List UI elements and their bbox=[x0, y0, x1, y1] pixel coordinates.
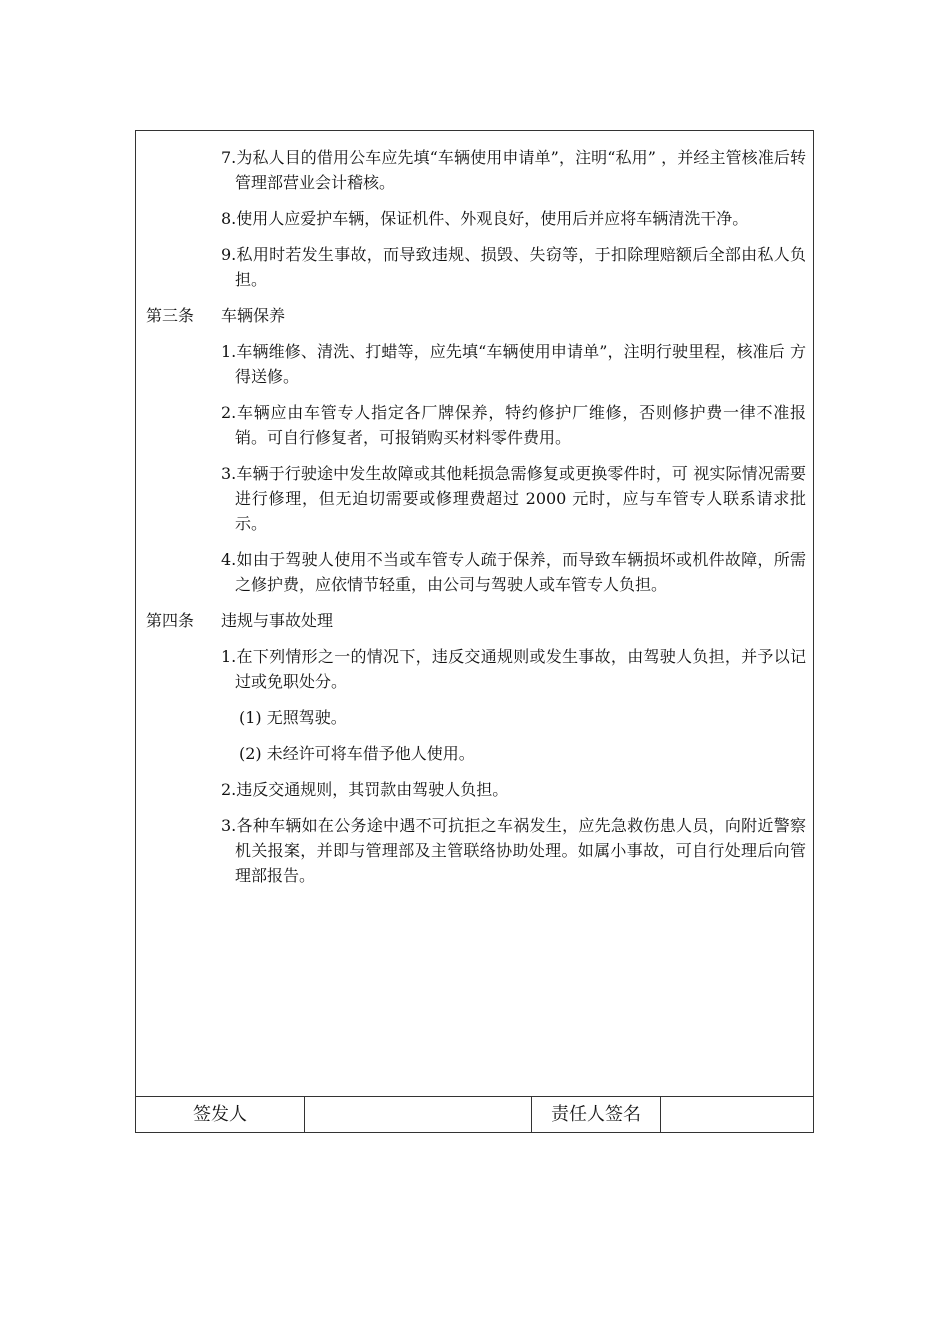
article-4-item-3: 3.各种车辆如在公务途中遇不可抗拒之车祸发生，应先急救伤患人员，向附近警察机关报案，并即与管理部及主管联络协助处理。如属小事故，可自行处理后向管理部报告。 bbox=[221, 816, 806, 885]
article-4-item-1: 1.在下列情形之一的情况下，违反交通规则或发生事故，由驾驶人负担，并予以记过或免职处分。 bbox=[221, 647, 806, 691]
signature-row bbox=[136, 1096, 813, 1132]
article-3-item-3: 3.车辆于行驶途中发生故障或其他耗损急需修复或更换零件时，可 视实际情况需要进行修理，但无迫切需要或修理费超过 2000 元时，应与车管专人联系请求批示。 bbox=[221, 464, 806, 533]
document-body bbox=[146, 145, 806, 899]
item-7: 7.为私人目的借用公车应先填“车辆使用申请单”，注明“私用” ，并经主管核准后转管理部营业会计稽核。 bbox=[221, 148, 806, 192]
article-3-item-1: 1.车辆维修、清洗、打蜡等，应先填“车辆使用申请单”，注明行驶里程，核准后 方得送修。 bbox=[221, 342, 806, 386]
article-3-item-2: 2.车辆应由车管专人指定各厂牌保养，特约修护厂维修，否则修护费一律不准报销。可自行修复者，可报销购买材料零件费用。 bbox=[221, 403, 806, 447]
item-8: 8.使用人应爱护车辆，保证机件、外观良好，使用后并应将车辆清洗干净。 bbox=[221, 209, 749, 228]
article-3-heading: 第三条 车辆保养 bbox=[146, 306, 286, 325]
article-3-item-4: 4.如由于驾驶人使用不当或车管专人疏于保养，而导致车辆损坏或机件故障，所需之修护费，应依情节轻重，由公司与驾驶人或车管专人负担。 bbox=[221, 550, 806, 594]
article-4-sub-2: (2) 未经许可将车借予他人使用。 bbox=[239, 744, 475, 763]
issuer-field[interactable] bbox=[305, 1097, 532, 1132]
responsible-signature-field[interactable] bbox=[661, 1097, 813, 1132]
article-4-item-2: 2.违反交通规则，其罚款由驾驶人负担。 bbox=[221, 780, 509, 799]
item-9: 9.私用时若发生事故，而导致违规、损毁、失窃等，于扣除理赔额后全部由私人负担。 bbox=[221, 245, 806, 289]
issuer-label: 签发人 bbox=[136, 1097, 305, 1132]
document-sheet bbox=[135, 130, 814, 1133]
article-4-heading: 第四条 违规与事故处理 bbox=[146, 611, 334, 630]
article-4-sub-1: (1) 无照驾驶。 bbox=[239, 708, 347, 727]
responsible-signature-label: 责任人签名 bbox=[532, 1097, 661, 1132]
